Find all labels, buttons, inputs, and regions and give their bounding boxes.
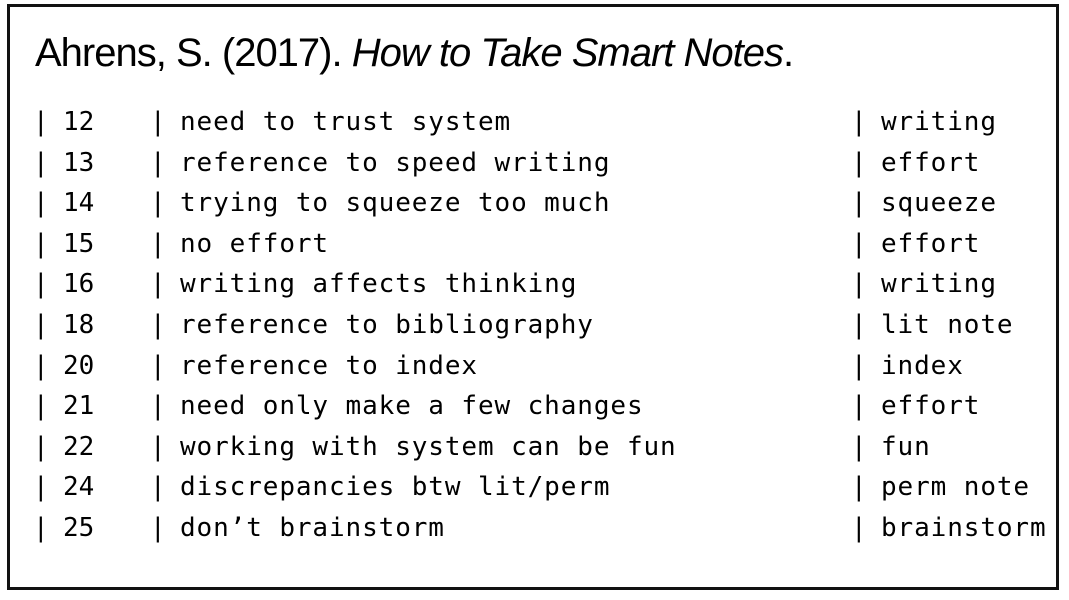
- column-separator: |: [33, 269, 49, 300]
- column-separator: |: [150, 472, 166, 503]
- column-separator: |: [150, 512, 166, 543]
- column-separator: |: [851, 350, 867, 381]
- column-separator: |: [150, 228, 166, 259]
- notes-list: [10, 102, 1056, 549]
- page-number: 16: [63, 269, 95, 300]
- column-separator: |: [33, 512, 49, 543]
- column-separator: |: [851, 228, 867, 259]
- note-tag: writing: [881, 269, 997, 300]
- note-text: no effort: [180, 228, 329, 259]
- note-text: trying to squeeze too much: [180, 188, 611, 219]
- note-row: [10, 508, 1056, 549]
- page-number: 13: [63, 147, 95, 178]
- note-row: [10, 264, 1056, 305]
- note-row: [10, 386, 1056, 427]
- column-separator: |: [851, 391, 867, 422]
- note-tag: index: [881, 350, 964, 381]
- note-tag: effort: [881, 147, 981, 178]
- column-separator: |: [851, 472, 867, 503]
- page-number: 22: [63, 431, 95, 462]
- column-separator: |: [851, 107, 867, 137]
- note-row: [10, 102, 1056, 143]
- column-separator: |: [150, 350, 166, 381]
- column-separator: |: [33, 472, 49, 503]
- note-row: [10, 224, 1056, 265]
- citation-book-title: How to Take Smart Notes: [351, 31, 783, 75]
- column-separator: |: [150, 431, 166, 462]
- note-text: need only make a few changes: [180, 391, 644, 422]
- column-separator: |: [33, 350, 49, 381]
- note-tag: effort: [881, 228, 981, 259]
- column-separator: |: [150, 147, 166, 178]
- page-number: 15: [63, 228, 95, 259]
- column-separator: |: [150, 107, 166, 137]
- column-separator: |: [851, 147, 867, 178]
- note-text: reference to bibliography: [180, 309, 594, 340]
- column-separator: |: [150, 391, 166, 422]
- note-row: [10, 183, 1056, 224]
- column-separator: |: [150, 309, 166, 340]
- page-number: 20: [63, 350, 95, 381]
- note-text: discrepancies btw lit/perm: [180, 472, 611, 503]
- column-separator: |: [33, 188, 49, 219]
- column-separator: |: [851, 188, 867, 219]
- column-separator: |: [33, 147, 49, 178]
- note-row: [10, 305, 1056, 346]
- note-row: [10, 346, 1056, 387]
- column-separator: |: [33, 107, 49, 137]
- citation-title: [35, 29, 793, 77]
- column-separator: |: [851, 431, 867, 462]
- note-text: reference to index: [180, 350, 478, 381]
- notes-card: [7, 4, 1059, 590]
- note-text: don’t brainstorm: [180, 512, 445, 543]
- page-number: 14: [63, 188, 95, 219]
- page-number: 18: [63, 309, 95, 340]
- note-tag: writing: [881, 107, 997, 137]
- note-text: need to trust system: [180, 107, 512, 137]
- column-separator: |: [33, 391, 49, 422]
- note-text: writing affects thinking: [180, 269, 578, 300]
- column-separator: |: [851, 309, 867, 340]
- note-text: working with system can be fun: [180, 431, 677, 462]
- note-row: [10, 427, 1056, 468]
- column-separator: |: [33, 309, 49, 340]
- citation-period: .: [783, 31, 794, 75]
- column-separator: |: [33, 431, 49, 462]
- note-row: [10, 143, 1056, 184]
- note-text: reference to speed writing: [180, 147, 611, 178]
- column-separator: |: [150, 269, 166, 300]
- note-tag: squeeze: [881, 188, 997, 219]
- page-number: 25: [63, 512, 95, 543]
- citation-author-year: Ahrens, S. (2017).: [35, 31, 352, 75]
- note-tag: fun: [881, 431, 931, 462]
- page-number: 24: [63, 472, 95, 503]
- note-tag: perm note: [881, 472, 1030, 503]
- column-separator: |: [33, 228, 49, 259]
- column-separator: |: [150, 188, 166, 219]
- note-tag: effort: [881, 391, 981, 422]
- column-separator: |: [851, 269, 867, 300]
- note-tag: brainstorm: [881, 512, 1047, 543]
- page-number: 21: [63, 391, 95, 422]
- page-number: 12: [63, 107, 95, 137]
- note-row: [10, 467, 1056, 508]
- note-tag: lit note: [881, 309, 1014, 340]
- column-separator: |: [851, 512, 867, 543]
